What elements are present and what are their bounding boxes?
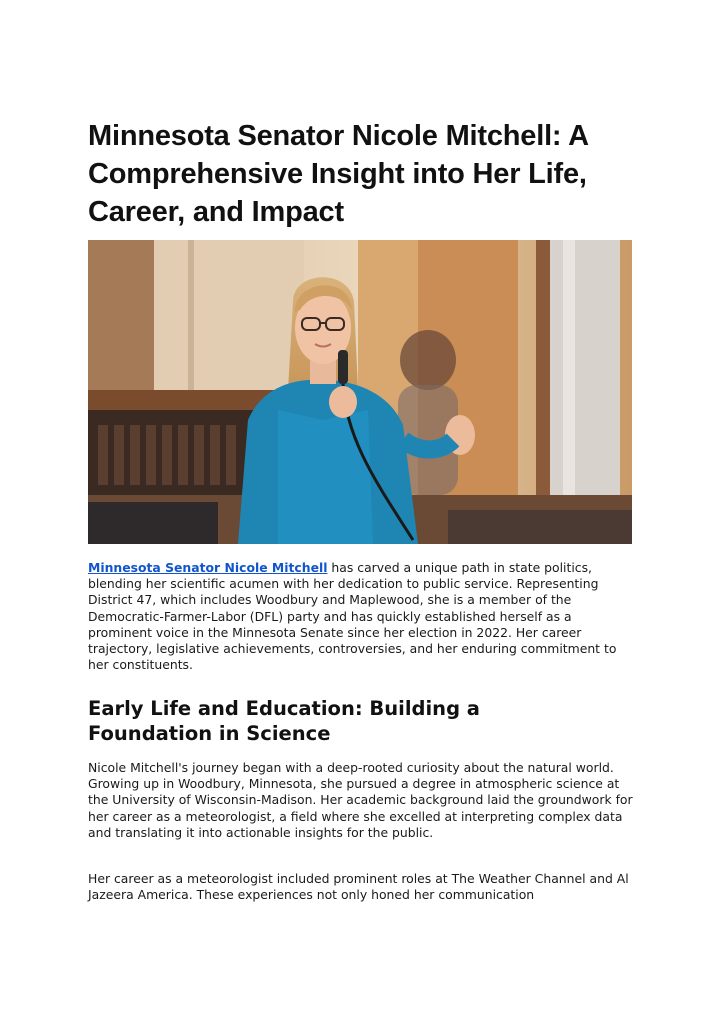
- career-paragraph: Her career as a meteorologist included prominent roles at The Weather Channel and Al Jazeera America. These experiences not only honed her communication: [88, 871, 629, 903]
- senator-photo-illustration: [88, 240, 632, 544]
- article-photo: [88, 240, 632, 544]
- article-title: Minnesota Senator Nicole Mitchell: A Comprehensive Insight into Her Life, Career, and Impact: [88, 120, 588, 228]
- senator-profile-link[interactable]: Minnesota Senator Nicole Mitchell: [88, 560, 328, 575]
- intro-text: has carved a unique path in state politics, blending her scientific acumen with her dedication to public service. Representing District 47, which includes Woodbury and Maplewood, she is a member of the Democratic-Farmer-Labor (DFL) party and has quickly established herself as a prominent voice in the Minnesota Senate since her election in 2022. Her career trajectory, legislative achievements, controversies, and her enduring commitment to her constituents.: [88, 560, 617, 673]
- section-heading-early-life: Early Life and Education: Building a Foundation in Science: [88, 697, 480, 745]
- early-life-paragraph: Nicole Mitchell's journey began with a deep-rooted curiosity about the natural world. Growing up in Woodbury, Minnesota, she pursued a degree in atmospheric science at the University of Wisconsin-Madison. Her academic background laid the groundwork for her career as a meteorologist, a field where she excelled at interpreting complex data and translating it into actionable insights for the public.: [88, 760, 633, 840]
- intro-paragraph: [88, 560, 636, 673]
